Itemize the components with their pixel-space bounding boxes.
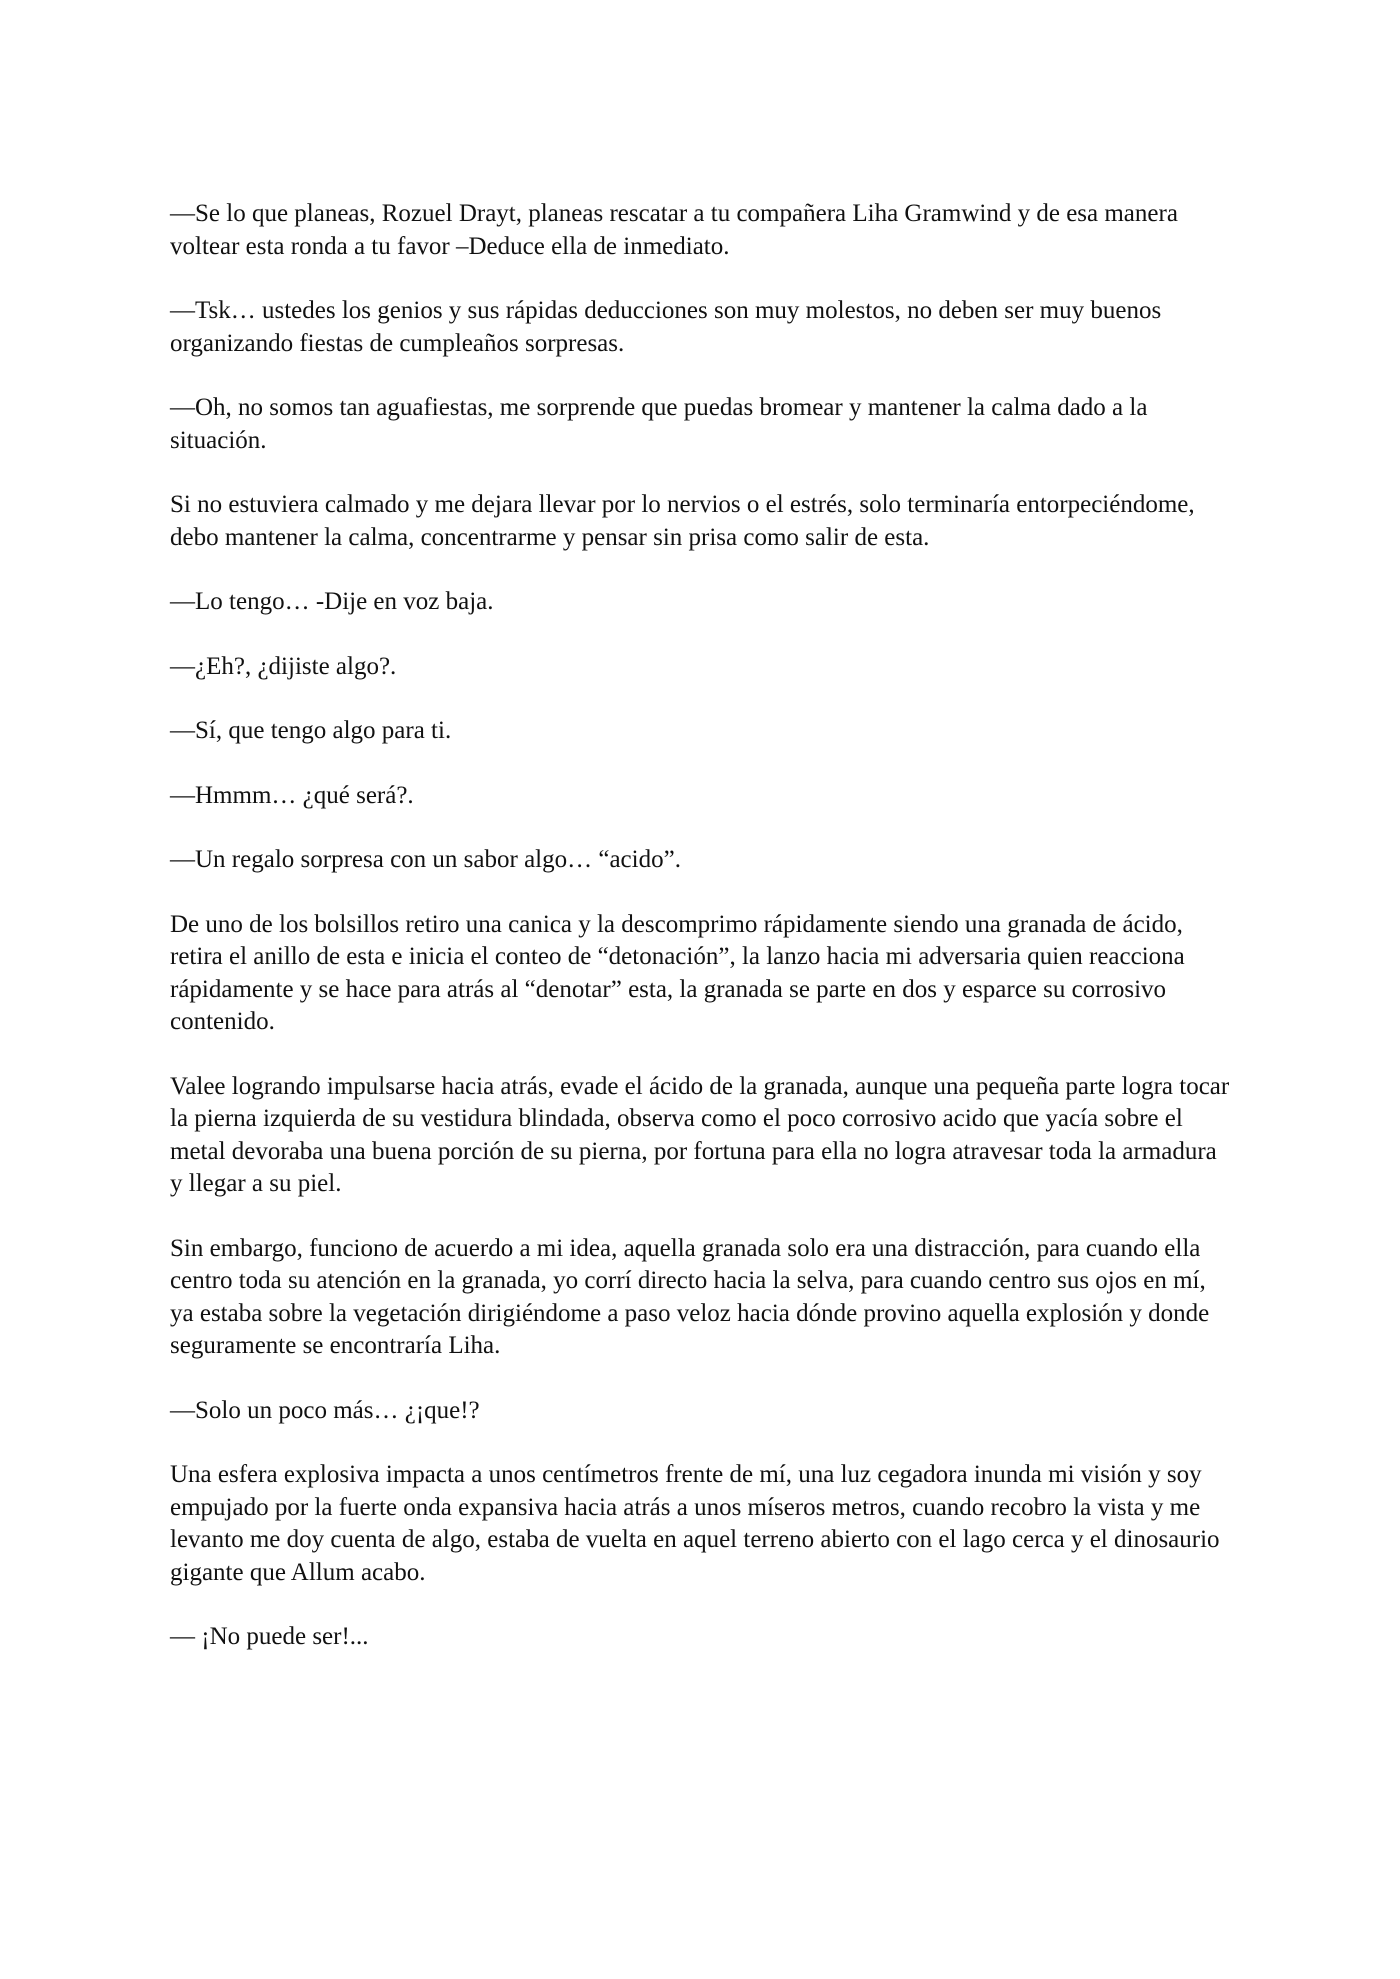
- paragraph-1: —Se lo que planeas, Rozuel Drayt, planeas rescatar a tu compañera Liha Gramwind y de esa manera voltear esta ronda a tu favor –Deduce ella de inmediato.: [170, 200, 1178, 260]
- paragraph-14: Una esfera explosiva impacta a unos centímetros frente de mí, una luz cegadora inunda mi visión y soy empujado por la fuerte onda expansiva hacia atrás a unos míseros metros, cuando recobro la vista y me levanto me doy cuenta de algo, estaba de vuelta en aquel terreno abierto con el lago cerca y el dinosaurio gigante que Allum acabo.: [170, 1461, 1220, 1586]
- paragraph-7: —Sí, que tengo algo para ti.: [170, 717, 452, 744]
- paragraph-5: —Lo tengo… -Dije en voz baja.: [170, 588, 494, 615]
- paragraph-8: —Hmmm… ¿qué será?.: [170, 781, 414, 809]
- paragraph-3: —Oh, no somos tan aguafiestas, me sorprende que puedas bromear y mantener la calma dado a la situación.: [170, 394, 1148, 454]
- paragraph-11: Valee logrando impulsarse hacia atrás, evade el ácido de la granada, aunque una pequeña parte logra tocar la pierna izquierda de su vestidura blindada, observa como el poco corrosivo acido que yacía sobre el metal devoraba una buena porción de su pierna, por fortuna para ella no logra atravesar toda la armadura y llegar a su piel.: [170, 1072, 1230, 1197]
- paragraph-10: De uno de los bolsillos retiro una canica y la descomprimo rápidamente siendo una granada de ácido, retira el anillo de esta e inicia el conteo de “detonación”, la lanzo hacia mi adversaria quien reacciona rápidamente y se hace para atrás al “denotar” esta, la granada se parte en dos y esparce su corrosivo contenido.: [170, 910, 1185, 1035]
- paragraph-15: — ¡No puede ser!...: [170, 1623, 369, 1650]
- paragraph-12: Sin embargo, funciono de acuerdo a mi idea, aquella granada solo era una distracción, para cuando ella centro toda su atención en la granada, yo corrí directo hacia la selva, para cuando centro sus ojos en mí, ya estaba sobre la vegetación dirigiéndome a paso veloz hacia dónde provino aquella explosión y donde seguramente se encontraría Liha.: [170, 1234, 1210, 1359]
- paragraph-9: —Un regalo sorpresa con un sabor algo… “acido”.: [170, 846, 681, 873]
- document-body: [170, 198, 1232, 1686]
- paragraph-4: Si no estuviera calmado y me dejara llevar por lo nervios o el estrés, solo terminaría entorpeciéndome, debo mantener la calma, concentrarme y pensar sin prisa como salir de esta.: [170, 491, 1195, 551]
- paragraph-6: —¿Eh?, ¿dijiste algo?.: [170, 652, 397, 680]
- paragraph-13: —Solo un poco más… ¿¡que!?: [170, 1396, 480, 1424]
- paragraph-2: —Tsk… ustedes los genios y sus rápidas deducciones son muy molestos, no deben ser muy buenos organizando fiestas de cumpleaños sorpresas.: [170, 297, 1162, 357]
